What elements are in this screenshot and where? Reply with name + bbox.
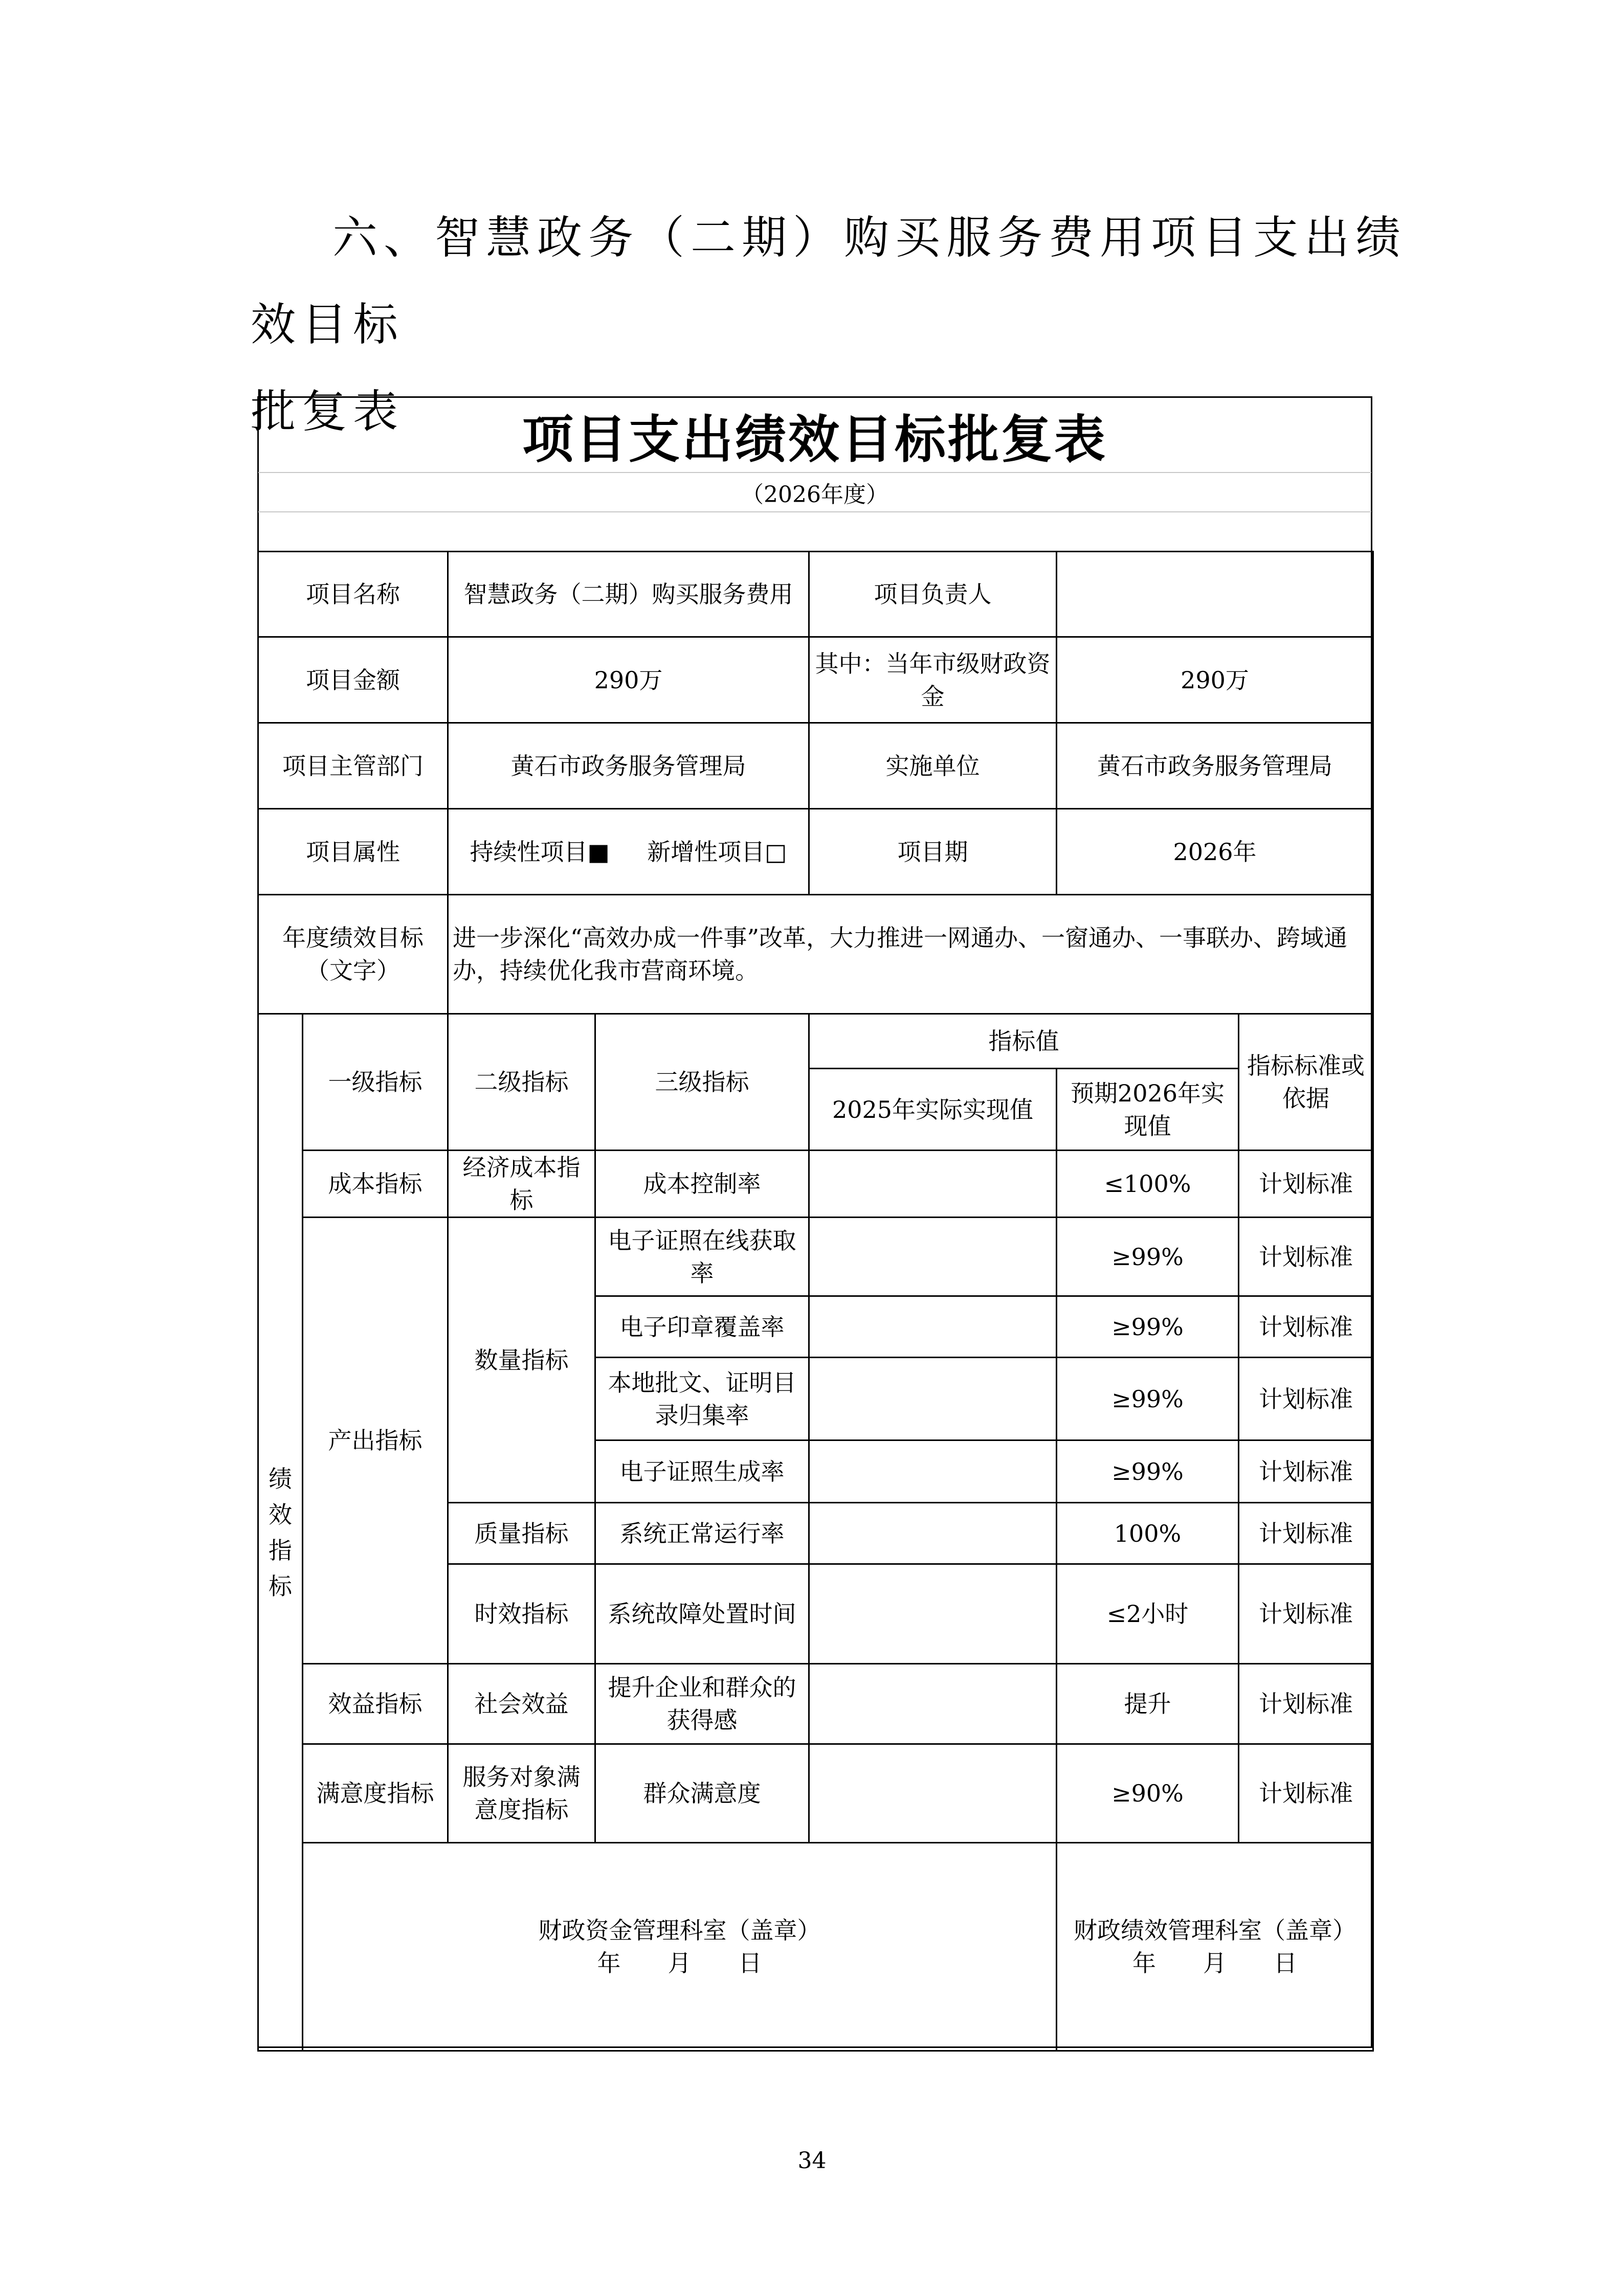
city-fund-value: 290万 — [1057, 637, 1373, 723]
seal-label: 财政绩效管理科室（盖章） — [1074, 1917, 1356, 1944]
cell-level2: 数量指标 — [448, 1218, 595, 1503]
cell-basis: 计划标准 — [1239, 1440, 1373, 1503]
cell-level1: 成本指标 — [303, 1151, 448, 1218]
table-year: （2026年度） — [258, 473, 1371, 512]
table-row — [258, 1218, 1373, 1296]
amount-value: 290万 — [448, 637, 809, 723]
table-row — [258, 1664, 1373, 1744]
table-row — [258, 809, 1373, 895]
cell-actual — [809, 1440, 1057, 1503]
cell-actual — [809, 1744, 1057, 1843]
table-row — [258, 895, 1373, 1014]
perf-indicator-label: 绩效指标 — [258, 1014, 303, 2051]
cell-basis: 计划标准 — [1239, 1564, 1373, 1664]
approval-table — [257, 551, 1374, 2052]
attr-value — [448, 809, 809, 895]
cell-actual — [809, 1151, 1057, 1218]
table-row — [258, 637, 1373, 723]
header-basis: 指标标准或依据 — [1239, 1014, 1373, 1151]
header-level1: 一级指标 — [303, 1014, 448, 1151]
cell-expected: ≥90% — [1057, 1744, 1239, 1843]
page-number: 34 — [797, 2148, 827, 2174]
cell-actual — [809, 1503, 1057, 1564]
cell-level1: 产出指标 — [303, 1218, 448, 1664]
table-title: 项目支出绩效目标批复表 — [258, 398, 1371, 473]
cell-actual — [809, 1296, 1057, 1358]
finance-fund-office-seal — [303, 1843, 1057, 2051]
header-level2: 二级指标 — [448, 1014, 595, 1151]
dept-label: 项目主管部门 — [258, 723, 448, 809]
header-actual-2025: 2025年实际实现值 — [809, 1069, 1057, 1151]
cell-expected: 100% — [1057, 1503, 1239, 1564]
heading-line-1: 六、智慧政务（二期）购买服务费用项目支出绩效目标 — [251, 211, 1407, 351]
cell-actual — [809, 1358, 1057, 1440]
project-name-label: 项目名称 — [258, 552, 448, 637]
cell-actual — [809, 1564, 1057, 1664]
cell-expected: ≥99% — [1057, 1358, 1239, 1440]
cell-level1: 满意度指标 — [303, 1744, 448, 1843]
cell-basis: 计划标准 — [1239, 1664, 1373, 1744]
goal-text: 进一步深化“高效办成一件事”改革，大力推进一网通办、一窗通办、一事联办、跨域通办，持续优化我市营商环境。 — [448, 895, 1373, 1014]
cell-level2: 经济成本指标 — [448, 1151, 595, 1218]
cell-basis: 计划标准 — [1239, 1744, 1373, 1843]
attr-new: 新增性项目□ — [647, 838, 787, 866]
cell-actual — [809, 1664, 1057, 1744]
amount-label: 项目金额 — [258, 637, 448, 723]
project-lead-value — [1057, 552, 1373, 637]
cell-level2: 服务对象满意度指标 — [448, 1744, 595, 1843]
cell-expected: ≥99% — [1057, 1296, 1239, 1358]
attr-label: 项目属性 — [258, 809, 448, 895]
signature-row — [258, 1843, 1373, 2051]
dept-value: 黄石市政务服务管理局 — [448, 723, 809, 809]
blank-row — [258, 512, 1371, 551]
cell-level2: 质量指标 — [448, 1503, 595, 1564]
cell-level3: 成本控制率 — [595, 1151, 809, 1218]
project-name-value: 智慧政务（二期）购买服务费用 — [448, 552, 809, 637]
cell-expected: 提升 — [1057, 1664, 1239, 1744]
project-lead-label: 项目负责人 — [809, 552, 1057, 637]
date-line: 年 月 日 — [1132, 1949, 1297, 1977]
header-expected-2026: 预期2026年实现值 — [1057, 1069, 1239, 1151]
cell-expected: ≥99% — [1057, 1440, 1239, 1503]
cell-basis: 计划标准 — [1239, 1503, 1373, 1564]
impl-unit-label: 实施单位 — [809, 723, 1057, 809]
cell-basis: 计划标准 — [1239, 1296, 1373, 1358]
cell-level3: 电子证照生成率 — [595, 1440, 809, 1503]
cell-level3: 提升企业和群众的获得感 — [595, 1664, 809, 1744]
goal-label: 年度绩效目标（文字） — [258, 895, 448, 1014]
cell-level3: 群众满意度 — [595, 1744, 809, 1843]
cell-basis: 计划标准 — [1239, 1358, 1373, 1440]
cell-level2: 社会效益 — [448, 1664, 595, 1744]
header-value: 指标值 — [809, 1014, 1239, 1069]
date-line: 年 月 日 — [597, 1949, 762, 1977]
cell-expected: ≤100% — [1057, 1151, 1239, 1218]
attr-continuing: 持续性项目■ — [470, 838, 610, 866]
table-row — [258, 552, 1373, 637]
seal-label: 财政资金管理科室（盖章） — [538, 1917, 821, 1944]
table-row — [258, 723, 1373, 809]
period-value: 2026年 — [1057, 809, 1373, 895]
cell-level3: 本地批文、证明目录归集率 — [595, 1358, 809, 1440]
cell-level2: 时效指标 — [448, 1564, 595, 1664]
header-row — [258, 1014, 1373, 1069]
header-level3: 三级指标 — [595, 1014, 809, 1151]
cell-level3: 系统正常运行率 — [595, 1503, 809, 1564]
table-row — [258, 1744, 1373, 1843]
cell-level3: 电子证照在线获取率 — [595, 1218, 809, 1296]
cell-actual — [809, 1218, 1057, 1296]
cell-expected: ≥99% — [1057, 1218, 1239, 1296]
heading-line-2: 批复表 — [251, 385, 405, 438]
cell-basis: 计划标准 — [1239, 1151, 1373, 1218]
cell-expected: ≤2小时 — [1057, 1564, 1239, 1664]
impl-unit-value: 黄石市政务服务管理局 — [1057, 723, 1373, 809]
cell-level3: 电子印章覆盖率 — [595, 1296, 809, 1358]
period-label: 项目期 — [809, 809, 1057, 895]
table-row — [258, 1151, 1373, 1218]
finance-performance-office-seal — [1057, 1843, 1373, 2051]
cell-basis: 计划标准 — [1239, 1218, 1373, 1296]
cell-level3: 系统故障处置时间 — [595, 1564, 809, 1664]
cell-level1: 效益指标 — [303, 1664, 448, 1744]
city-fund-label: 其中：当年市级财政资金 — [809, 637, 1057, 723]
